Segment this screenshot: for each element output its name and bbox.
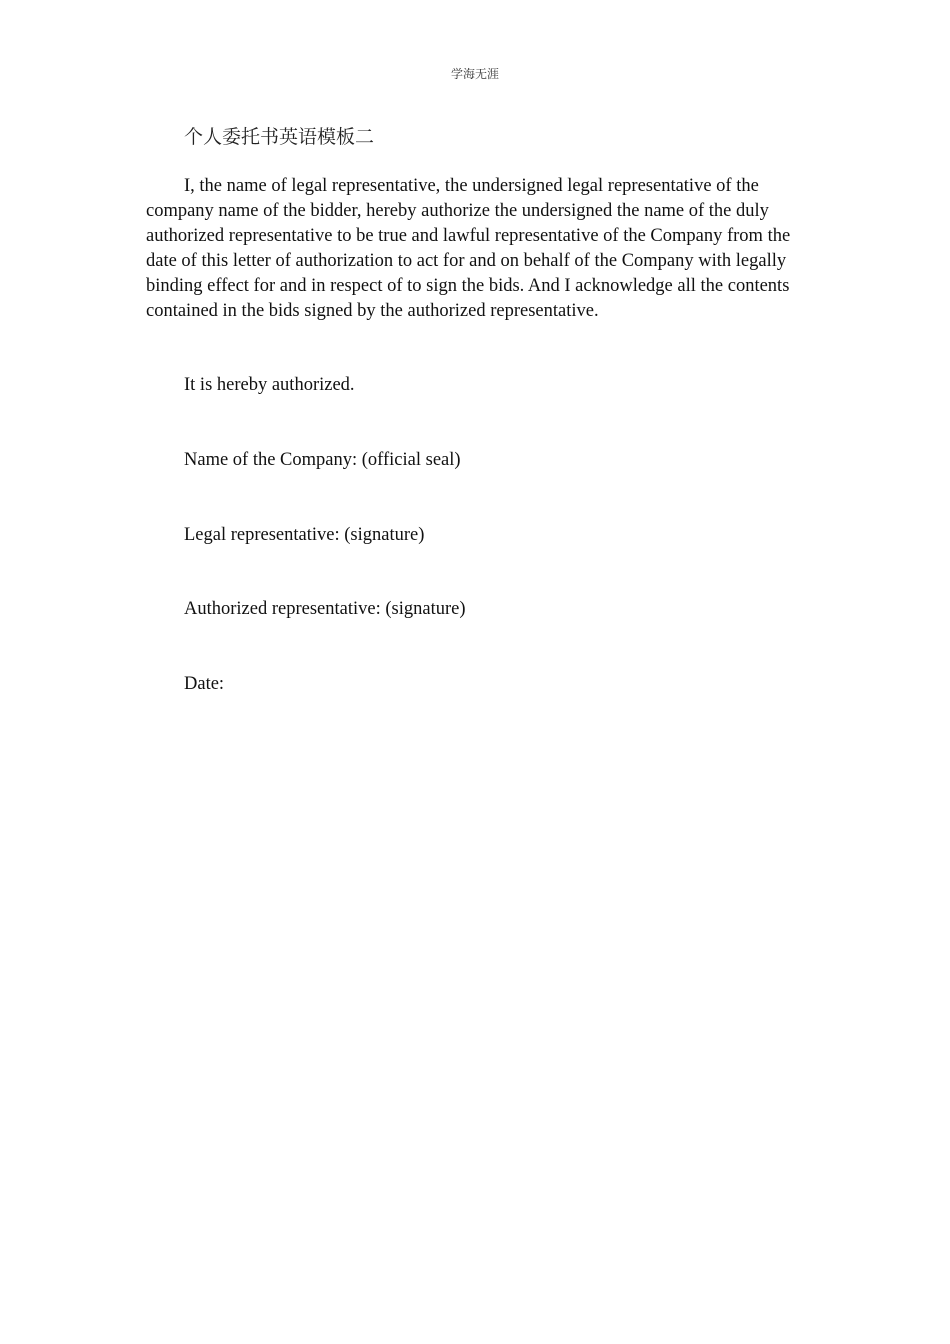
document-title: 个人委托书英语模板二 (184, 126, 375, 148)
authorization-paragraph: I, the name of legal representative, the undersigned legal representative of the company name of the bidder, hereby authorize the undersigned the name of the duly authorized representative to be true and lawful representative of the Company from the date of this letter of authorization to act for and on behalf of the Company with legally binding effect for and in respect of to sign the bids. And I acknowledge all the contents contained in the bids signed by the authorized representative. (146, 176, 791, 321)
page-header: 学海无涯 (450, 67, 499, 81)
legal-representative-line: Legal representative: (signature) (184, 525, 425, 545)
company-name-line: Name of the Company: (official seal) (184, 450, 461, 470)
date-line: Date: (184, 674, 225, 694)
authorization-statement: It is hereby authorized. (184, 375, 355, 395)
authorized-representative-line: Authorized representative: (signature) (184, 599, 466, 619)
